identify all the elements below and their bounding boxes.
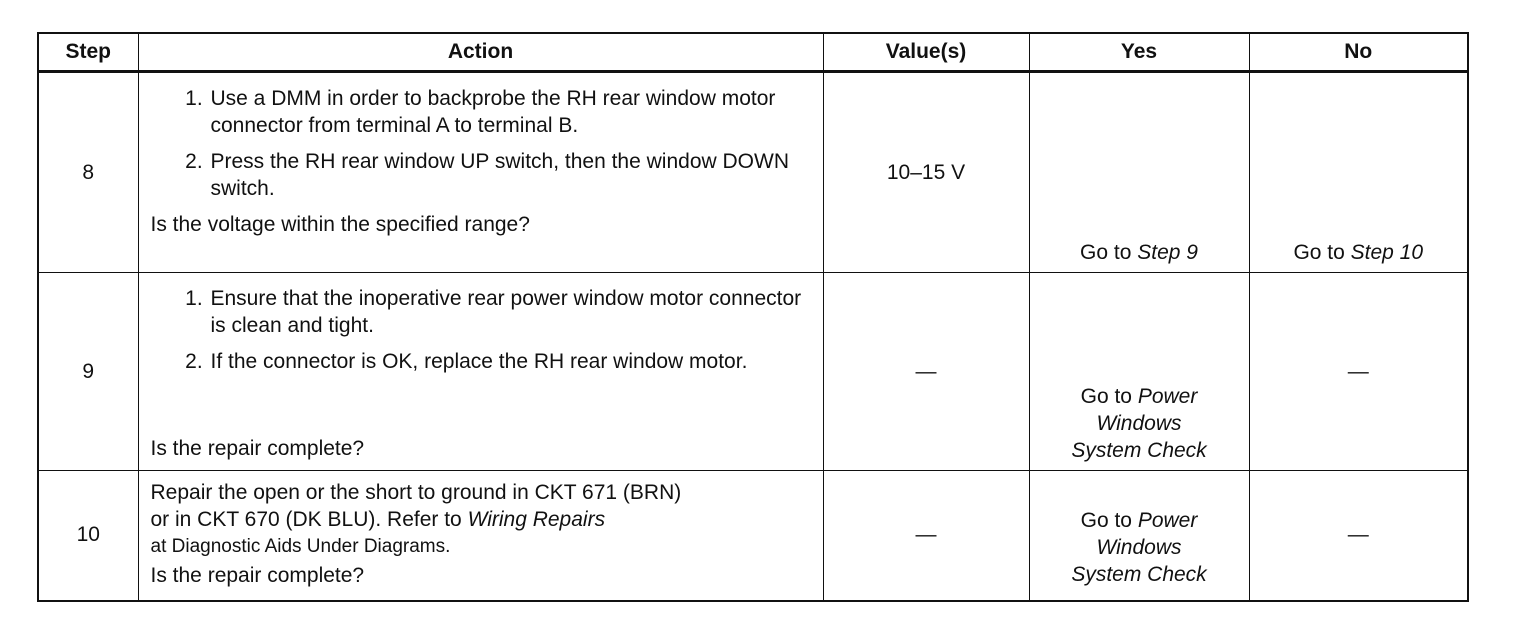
yes-prefix: Go to [1080, 508, 1138, 532]
no-cell: — [1249, 273, 1468, 471]
yes-link-windows[interactable]: Windows [1096, 535, 1182, 559]
value-cell: 10–15 V [823, 72, 1029, 273]
header-action: Action [138, 33, 823, 72]
header-no: No [1249, 33, 1468, 72]
wiring-repairs-link[interactable]: Wiring Repairs [467, 508, 606, 531]
yes-cell [1029, 72, 1249, 273]
no-cell: — [1249, 471, 1468, 601]
action-list [151, 285, 813, 375]
yes-prefix: Go to [1080, 241, 1138, 264]
table-row-step-9 [38, 273, 1468, 471]
action-cell [138, 72, 823, 273]
action-question: Is the repair complete? [150, 564, 365, 587]
value-cell: — [823, 471, 1029, 601]
header-values: Value(s) [823, 33, 1029, 72]
action-line-3: at Diagnostic Aids Under Diagrams. [150, 536, 451, 557]
action-item: 2. If the connector is OK, replace the RH rear window motor. [209, 348, 813, 375]
yes-link-power[interactable]: Power [1137, 385, 1198, 408]
header-yes: Yes [1029, 33, 1249, 72]
action-item: 1. Use a DMM in order to backprobe the RH rear window motor connector from terminal A to terminal B. [209, 85, 813, 139]
no-prefix: Go to [1293, 241, 1351, 264]
header-step: Step [38, 33, 138, 72]
yes-cell [1029, 471, 1249, 601]
value-cell: — [823, 273, 1029, 471]
action-question: Is the voltage within the specified range? [150, 213, 530, 236]
header-row [38, 33, 1468, 72]
yes-link-power[interactable]: Power [1137, 508, 1198, 532]
yes-step-link[interactable]: Step 9 [1137, 241, 1198, 264]
table-row-step-8 [38, 72, 1468, 273]
action-cell [138, 273, 823, 471]
yes-cell [1029, 273, 1249, 471]
diagnostic-table [37, 32, 1469, 602]
no-step-link[interactable]: Step 10 [1350, 241, 1424, 264]
action-item: 1. Ensure that the inoperative rear power window motor connector is clean and tight. [209, 285, 813, 339]
step-number: 10 [38, 471, 138, 601]
no-cell [1249, 72, 1468, 273]
action-line-2 [151, 506, 813, 533]
action-line-1: Repair the open or the short to ground in CKT 671 (BRN) [150, 481, 682, 504]
yes-link-system-check[interactable]: System Check [1071, 439, 1207, 462]
step-number: 8 [38, 72, 138, 273]
action-question: Is the repair complete? [150, 437, 365, 460]
action-cell [138, 471, 823, 601]
yes-link-windows[interactable]: Windows [1096, 412, 1182, 435]
action-line-2-text: or in CKT 670 (DK BLU). Refer to [150, 508, 468, 531]
yes-prefix: Go to [1080, 385, 1138, 408]
action-list [151, 85, 813, 202]
step-number: 9 [38, 273, 138, 471]
action-item: 2. Press the RH rear window UP switch, then the window DOWN switch. [209, 148, 813, 202]
yes-link-system-check[interactable]: System Check [1071, 562, 1207, 586]
table-row-step-10 [38, 471, 1468, 601]
